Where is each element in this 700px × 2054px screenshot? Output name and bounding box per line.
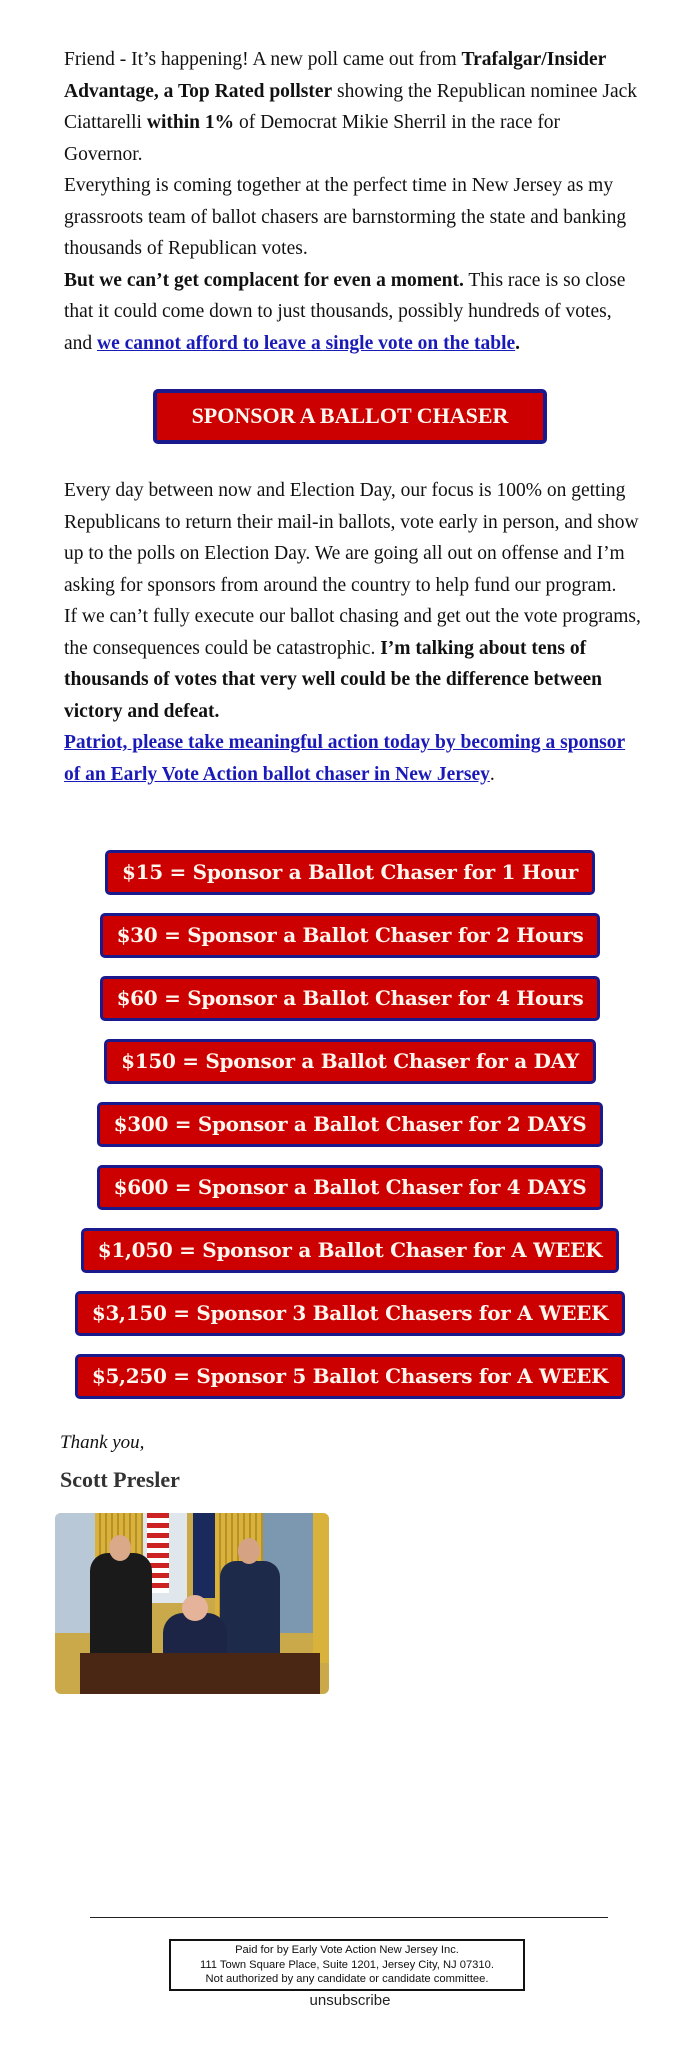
sponsor-ballot-chaser-button[interactable]: SPONSOR A BALLOT CHASER	[153, 389, 547, 444]
donate-60-button[interactable]: $60 = Sponsor a Ballot Chaser for 4 Hours	[100, 976, 601, 1021]
intro-paragraph-poll: Friend - It’s happening! A new poll came out from Trafalgar/Insider Advantage, a Top Rated pollster showing the Republican nominee Jack Ciattarelli within 1% of Democrat Mikie Sherril in the race for Governor.	[64, 49, 638, 165]
presidential-flag-icon	[193, 1513, 215, 1598]
disclaimer-line-1: Paid for by Early Vote Action New Jersey Inc.	[235, 1944, 459, 1956]
body-paragraph-call-to-action: Patriot, please take meaningful action today by becoming a sponsor of an Early Vote Action ballot chaser in New Jersey.	[64, 732, 626, 785]
pollster-name: Trafalgar/Insider Advantage, a Top Rated pollster	[64, 49, 606, 102]
donate-5250-button[interactable]: $5,250 = Sponsor 5 Ballot Chasers for A WEEK	[75, 1354, 625, 1399]
body-paragraph-focus: Every day between now and Election Day, our focus is 100% on getting Republicans to return their mail-in ballots, vote early in person, and show up to the polls on Election Day. We are going all out on offense and I’m asking for sponsors from around the country to help fund our program.	[64, 480, 639, 596]
poll-margin: within 1%	[146, 112, 235, 133]
single-vote-link[interactable]: we cannot afford to leave a single vote on the table	[97, 332, 516, 354]
signoff	[60, 1432, 180, 1493]
paid-for-disclaimer	[169, 1939, 525, 1991]
disclaimer-line-2: 111 Town Square Place, Suite 1201, Jersey City, NJ 07310.	[200, 1958, 494, 1971]
disclaimer-line-3: Not authorized by any candidate or candidate committee.	[205, 1973, 489, 1985]
donate-30-button[interactable]: $30 = Sponsor a Ballot Chaser for 2 Hours	[100, 913, 601, 958]
donate-150-button[interactable]: $150 = Sponsor a Ballot Chaser for a DAY	[104, 1039, 596, 1084]
donate-15-button[interactable]: $15 = Sponsor a Ballot Chaser for 1 Hour	[105, 850, 595, 895]
body-paragraph-consequences: If we can’t fully execute our ballot chasing and get out the vote programs, the consequences could be catastrophic. I’m talking about tens of thousands of votes that very well could be the difference between victory and defeat.	[64, 606, 641, 722]
donate-600-button[interactable]: $600 = Sponsor a Ballot Chaser for 4 DAYS	[97, 1165, 604, 1210]
donation-buttons-list	[0, 850, 700, 1417]
main-cta-container	[0, 389, 700, 444]
footer-divider	[90, 1917, 608, 1918]
thank-you-text: Thank you,	[60, 1432, 145, 1453]
intro-paragraph-urgency: But we can’t get complacent for even a moment. This race is so close that it could come down to just thousands, possibly hundreds of votes, and we cannot afford to leave a single vote on the table.	[64, 269, 626, 354]
donate-300-button[interactable]: $300 = Sponsor a Ballot Chaser for 2 DAYS	[97, 1102, 604, 1147]
donate-1050-button[interactable]: $1,050 = Sponsor a Ballot Chaser for A WEEK	[81, 1228, 619, 1273]
become-sponsor-link[interactable]: Patriot, please take meaningful action today by becoming a sponsor of an Early Vote Action ballot chaser in New Jersey	[64, 732, 626, 785]
unsubscribe-link[interactable]: unsubscribe	[309, 1992, 391, 2009]
signer-photo	[55, 1513, 329, 1694]
signer-name: Scott Presler	[60, 1467, 180, 1492]
body-section	[64, 475, 644, 790]
intro-section	[64, 44, 640, 359]
donate-3150-button[interactable]: $3,150 = Sponsor 3 Ballot Chasers for A WEEK	[75, 1291, 625, 1336]
intro-paragraph-grassroots: Everything is coming together at the perfect time in New Jersey as my grassroots team of ballot chasers are barnstorming the state and banking thousands of Republican votes.	[64, 175, 627, 259]
